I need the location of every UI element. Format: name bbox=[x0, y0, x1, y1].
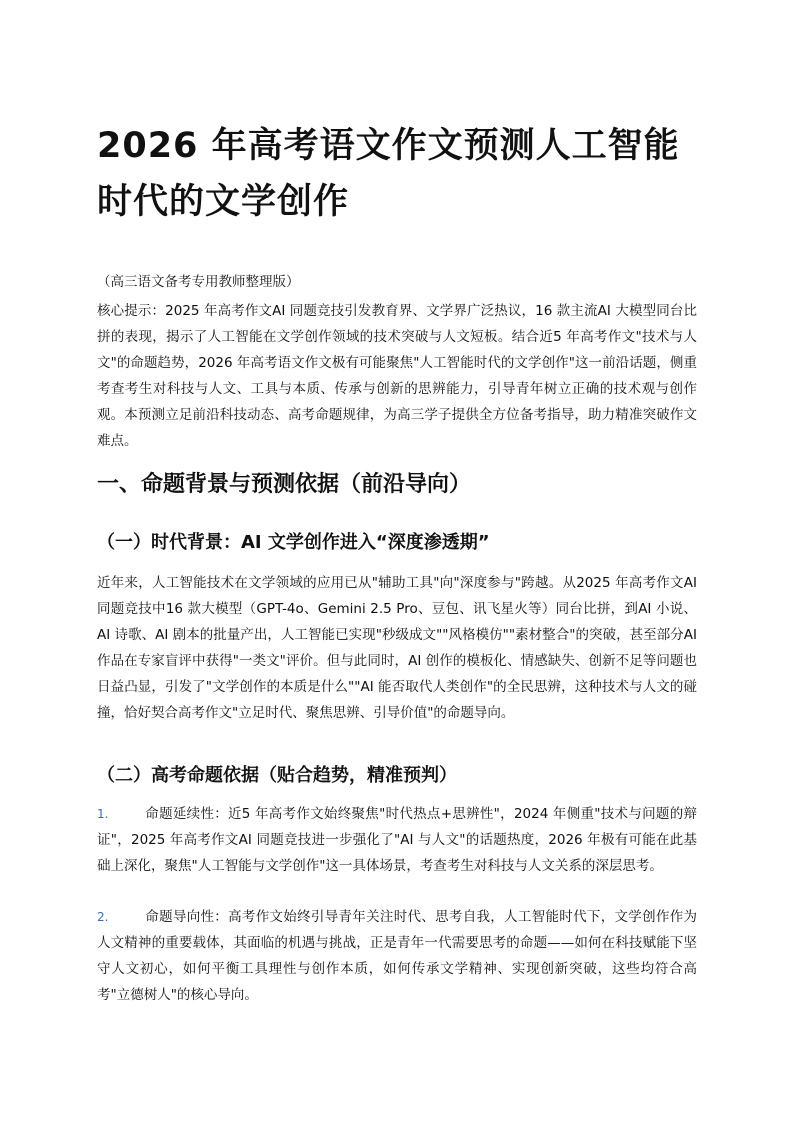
list-number: 2. bbox=[97, 910, 109, 924]
list-item bbox=[97, 904, 697, 1008]
subsection1-heading: （一）时代背景：AI 文学创作进入“深度渗透期” bbox=[97, 532, 490, 553]
list-item-text: 命题延续性：近5 年高考作文始终聚焦"时代热点+思辨性"，2024 年侧重"技术与问题的辩证"，2025 年高考作文AI 同题竞技进一步强化了"AI 与人文"的话题热度，2026 年极有可能在此基础上深化，聚焦"人工智能与文学创作"这一具体场景，考查考生对科技与人文关系的深层思考。 bbox=[97, 806, 697, 874]
list-item bbox=[97, 801, 697, 879]
subsection2-heading: （二）高考命题依据（贴合趋势，精准预判） bbox=[97, 765, 457, 786]
list-number: 1. bbox=[97, 807, 109, 821]
document-subtitle: （高三语文备考专用教师整理版） bbox=[97, 274, 300, 290]
list-item-text: 命题导向性：高考作文始终引导青年关注时代、思考自我，人工智能时代下，文学创作作为人文精神的重要载体，其面临的机遇与挑战，正是青年一代需要思考的命题——如何在科技赋能下坚守人文初心，如何平衡工具理性与创作本质，如何传承文学精神、实现创新突破，这些均符合高考"立德树人"的核心导向。 bbox=[97, 909, 697, 1003]
intro-paragraph: 核心提示：2025 年高考作文AI 同题竞技引发教育界、文学界广泛热议，16 款主流AI 大模型同台比拼的表现，揭示了人工智能在文学创作领域的技术突破与人文短板。结合近5 年高考作文"技术与人文"的命题趋势，2026 年高考语文作文极有可能聚焦"人工智能时代的文学创作"这一前沿话题，侧重考查考生对科技与人文、工具与本质、传承与创新的思辨能力，引导青年树立正确的技术观与创作观。本预测立足前沿科技动态、高考命题规律，为高三学子提供全方位备考指导，助力精准突破作文难点。 bbox=[97, 303, 697, 449]
section1-heading: 一、命题背景与预测依据（前沿导向） bbox=[97, 472, 472, 497]
subsection1-paragraph: 近年来，人工智能技术在文学领域的应用已从"辅助工具"向"深度参与"跨越。从2025 年高考作文AI 同题竞技中16 款大模型（GPT-4o、Gemini 2.5 Pro、豆包、讯飞星火等）同台比拼，到AI 小说、AI 诗歌、AI 剧本的批量产出，人工智能已实现"秒级成文""风格模仿""素材整合"的突破，甚至部分AI 作品在专家盲评中获得"一类文"评价。但与此同时，AI 创作的模板化、情感缺失、创新不足等问题也日益凸显，引发了"文学创作的本质是什么""AI 能否取代人类创作"的全民思辨，这种技术与人文的碰撞，恰好契合高考作文"立足时代、聚焦思辨、引导价值"的命题导向。 bbox=[97, 575, 697, 721]
document-title: 2026 年高考语文作文预测人工智能时代的文学创作 bbox=[97, 126, 680, 222]
